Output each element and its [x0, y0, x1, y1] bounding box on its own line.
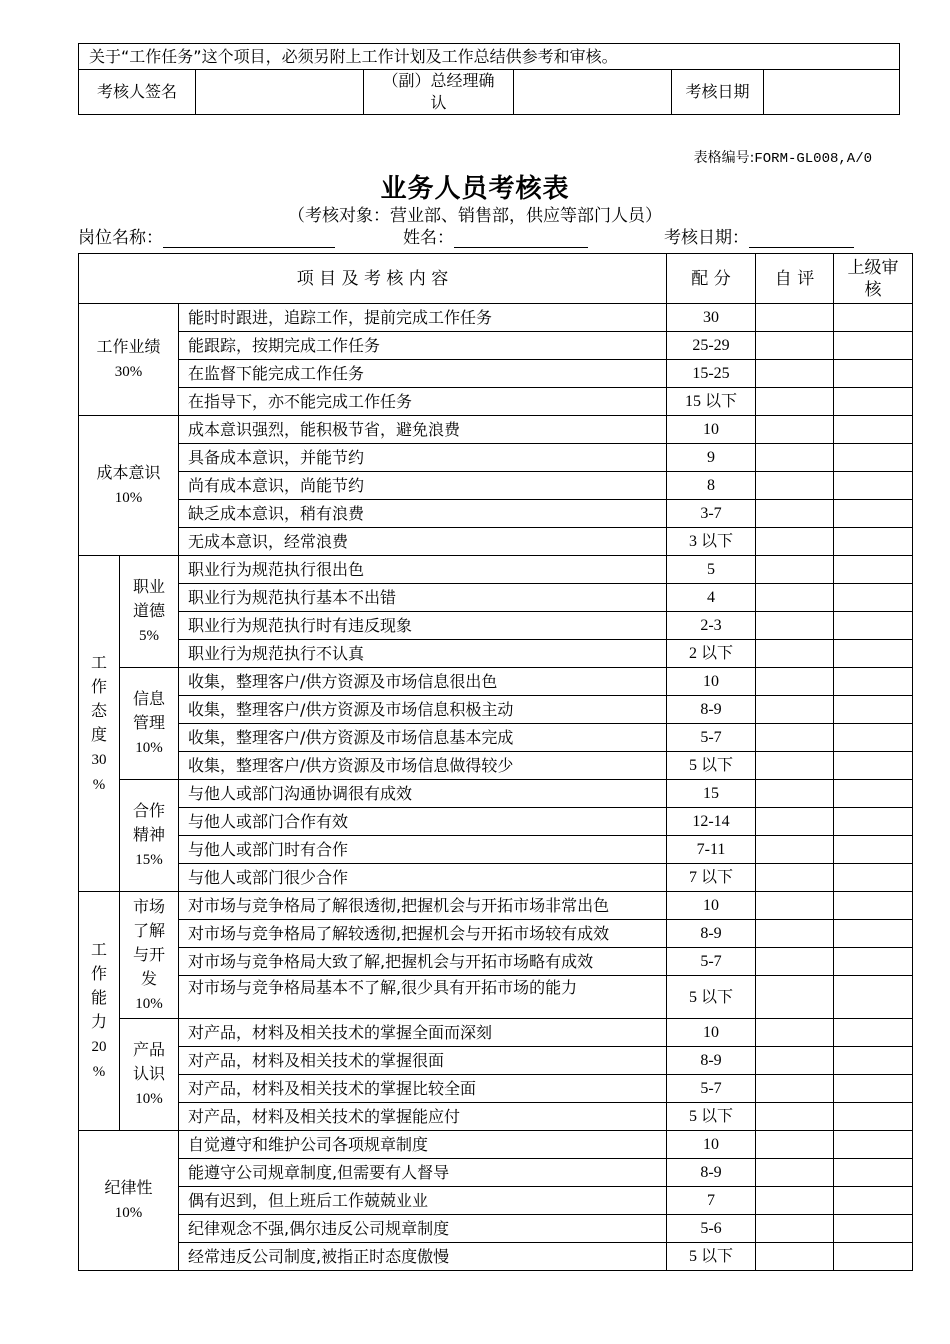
self-score-cell[interactable]	[756, 808, 834, 836]
confirmation-table	[78, 43, 900, 115]
table-row	[79, 444, 913, 472]
table-row	[79, 1103, 913, 1131]
category-discipline: 纪律性 10%	[79, 1131, 179, 1271]
superior-score-cell[interactable]	[834, 836, 913, 864]
assessor-signature-field[interactable]	[196, 70, 364, 115]
criteria-description: 对市场与竞争格局了解很透彻,把握机会与开拓市场非常出色	[179, 892, 667, 920]
criteria-description: 职业行为规范执行基本不出错	[179, 584, 667, 612]
assessor-signature-label: 考核人签名	[79, 70, 196, 115]
subcategory-teamwork: 合作 精神 15%	[120, 780, 179, 892]
score-range: 3 以下	[667, 528, 756, 556]
subcategory-info-mgmt: 信息 管理 10%	[120, 668, 179, 780]
table-row	[79, 1215, 913, 1243]
score-range: 8-9	[667, 1159, 756, 1187]
category-cost: 成本意识 10%	[79, 416, 179, 556]
person-name-field[interactable]: 姓名：	[403, 223, 588, 248]
post-name-field[interactable]: 岗位名称：	[78, 223, 335, 248]
score-range: 10	[667, 1019, 756, 1047]
review-date-field[interactable]: 考核日期：	[664, 223, 854, 248]
score-range: 5 以下	[667, 1243, 756, 1271]
self-score-cell[interactable]	[756, 780, 834, 808]
superior-score-cell[interactable]	[834, 304, 913, 332]
self-score-cell[interactable]	[756, 1187, 834, 1215]
header-score: 配 分	[667, 254, 756, 304]
superior-score-cell[interactable]	[834, 388, 913, 416]
criteria-description: 缺乏成本意识，稍有浪费	[179, 500, 667, 528]
table-row	[79, 528, 913, 556]
score-range: 12-14	[667, 808, 756, 836]
superior-score-cell[interactable]	[834, 444, 913, 472]
superior-score-cell[interactable]	[834, 360, 913, 388]
score-range: 2-3	[667, 612, 756, 640]
criteria-description: 与他人或部门合作有效	[179, 808, 667, 836]
table-row	[79, 472, 913, 500]
table-row	[79, 920, 913, 948]
table-row	[79, 696, 913, 724]
self-score-cell[interactable]	[756, 360, 834, 388]
table-row	[79, 1075, 913, 1103]
criteria-description: 对产品，材料及相关技术的掌握能应付	[179, 1103, 667, 1131]
superior-score-cell[interactable]	[834, 1075, 913, 1103]
score-range: 10	[667, 668, 756, 696]
table-row	[79, 612, 913, 640]
superior-score-cell[interactable]	[834, 1243, 913, 1271]
criteria-description: 自觉遵守和维护公司各项规章制度	[179, 1131, 667, 1159]
page-subtitle: （考核对象：营业部、销售部，供应等部门人员）	[288, 206, 662, 226]
self-score-cell[interactable]	[756, 696, 834, 724]
score-range: 10	[667, 1131, 756, 1159]
self-score-cell[interactable]	[756, 388, 834, 416]
criteria-description: 对市场与竞争格局了解较透彻,把握机会与开拓市场较有成效	[179, 920, 667, 948]
criteria-description: 收集，整理客户/供方资源及市场信息基本完成	[179, 724, 667, 752]
criteria-description: 收集，整理客户/供方资源及市场信息很出色	[179, 668, 667, 696]
gm-confirm-field[interactable]	[514, 70, 672, 115]
subcategory-product: 产品 认识 10%	[120, 1019, 179, 1131]
assessment-date-field[interactable]	[764, 70, 900, 115]
assessment-table	[78, 253, 913, 1271]
superior-score-cell[interactable]	[834, 556, 913, 584]
criteria-description: 能遵守公司规章制度,但需要有人督导	[179, 1159, 667, 1187]
superior-score-cell[interactable]	[834, 1159, 913, 1187]
criteria-description: 成本意识强烈，能积极节省，避免浪费	[179, 416, 667, 444]
self-score-cell[interactable]	[756, 444, 834, 472]
superior-score-cell[interactable]	[834, 416, 913, 444]
superior-score-cell[interactable]	[834, 528, 913, 556]
superior-score-cell[interactable]	[834, 1019, 913, 1047]
subcategory-ethics: 职业 道德 5%	[120, 556, 179, 668]
table-header	[79, 254, 913, 304]
table-row	[79, 976, 913, 1019]
self-score-cell[interactable]	[756, 556, 834, 584]
criteria-description: 能时时跟进，追踪工作，提前完成工作任务	[179, 304, 667, 332]
table-row	[79, 1047, 913, 1075]
score-range: 5-6	[667, 1215, 756, 1243]
page-title: 业务人员考核表	[380, 174, 570, 204]
criteria-description: 职业行为规范执行很出色	[179, 556, 667, 584]
self-score-cell[interactable]	[756, 668, 834, 696]
criteria-description: 收集，整理客户/供方资源及市场信息积极主动	[179, 696, 667, 724]
table-row	[79, 1243, 913, 1271]
superior-score-cell[interactable]	[834, 1187, 913, 1215]
header-item: 项 目 及 考 核 内 容	[79, 254, 667, 304]
superior-score-cell[interactable]	[834, 724, 913, 752]
self-score-cell[interactable]	[756, 1075, 834, 1103]
score-range: 5 以下	[667, 1103, 756, 1131]
info-row	[78, 223, 899, 248]
criteria-description: 纪律观念不强,偶尔违反公司规章制度	[179, 1215, 667, 1243]
superior-score-cell[interactable]	[834, 472, 913, 500]
self-score-cell[interactable]	[756, 612, 834, 640]
criteria-description: 收集，整理客户/供方资源及市场信息做得较少	[179, 752, 667, 780]
self-score-cell[interactable]	[756, 528, 834, 556]
criteria-description: 对产品，材料及相关技术的掌握全面而深刻	[179, 1019, 667, 1047]
table-row	[79, 668, 913, 696]
table-row	[79, 808, 913, 836]
gm-confirm-label: （副）总经理确 认	[364, 70, 514, 115]
table-row	[79, 724, 913, 752]
self-score-cell[interactable]	[756, 1215, 834, 1243]
category-attitude: 工 作 态 度 30 %	[79, 556, 120, 892]
header-superior: 上级审 核	[834, 254, 913, 304]
superior-score-cell[interactable]	[834, 1215, 913, 1243]
table-row	[79, 416, 913, 444]
form-number: 表格编号:FORM-GL008,A/0	[693, 150, 872, 167]
self-score-cell[interactable]	[756, 920, 834, 948]
category-ability: 工 作 能 力 20 %	[79, 892, 120, 1131]
superior-score-cell[interactable]	[834, 864, 913, 892]
table-row	[79, 752, 913, 780]
table-row	[79, 332, 913, 360]
self-score-cell[interactable]	[756, 976, 834, 1019]
score-range: 5-7	[667, 1075, 756, 1103]
superior-score-cell[interactable]	[834, 780, 913, 808]
score-range: 8-9	[667, 920, 756, 948]
superior-score-cell[interactable]	[834, 920, 913, 948]
score-range: 5-7	[667, 948, 756, 976]
criteria-description: 在指导下，亦不能完成工作任务	[179, 388, 667, 416]
criteria-description: 对市场与竞争格局基本不了解,很少具有开拓市场的能力	[179, 976, 667, 1019]
score-range: 5 以下	[667, 752, 756, 780]
score-range: 25-29	[667, 332, 756, 360]
criteria-description: 对市场与竞争格局大致了解,把握机会与开拓市场略有成效	[179, 948, 667, 976]
table-row	[79, 304, 913, 332]
table-row	[79, 780, 913, 808]
table-row	[79, 892, 913, 920]
self-score-cell[interactable]	[756, 332, 834, 360]
criteria-description: 与他人或部门很少合作	[179, 864, 667, 892]
table-row	[79, 640, 913, 668]
criteria-description: 与他人或部门时有合作	[179, 836, 667, 864]
criteria-description: 无成本意识，经常浪费	[179, 528, 667, 556]
superior-score-cell[interactable]	[834, 1131, 913, 1159]
self-score-cell[interactable]	[756, 1243, 834, 1271]
superior-score-cell[interactable]	[834, 1047, 913, 1075]
assessment-date-label: 考核日期	[672, 70, 764, 115]
table-row	[79, 1131, 913, 1159]
score-range: 7	[667, 1187, 756, 1215]
superior-score-cell[interactable]	[834, 752, 913, 780]
criteria-description: 职业行为规范执行不认真	[179, 640, 667, 668]
score-range: 10	[667, 892, 756, 920]
table-row	[79, 948, 913, 976]
attachment-note: 关于“工作任务”这个项目，必须另附上工作计划及工作总结供参考和审核。	[79, 44, 900, 70]
criteria-description: 职业行为规范执行时有违反现象	[179, 612, 667, 640]
self-score-cell[interactable]	[756, 864, 834, 892]
self-score-cell[interactable]	[756, 752, 834, 780]
score-range: 3-7	[667, 500, 756, 528]
self-score-cell[interactable]	[756, 416, 834, 444]
criteria-description: 具备成本意识，并能节约	[179, 444, 667, 472]
self-score-cell[interactable]	[756, 1019, 834, 1047]
table-row	[79, 556, 913, 584]
criteria-description: 偶有迟到，但上班后工作兢兢业业	[179, 1187, 667, 1215]
superior-score-cell[interactable]	[834, 948, 913, 976]
self-score-cell[interactable]	[756, 500, 834, 528]
self-score-cell[interactable]	[756, 304, 834, 332]
category-performance: 工作业绩 30%	[79, 304, 179, 416]
criteria-description: 能跟踪，按期完成工作任务	[179, 332, 667, 360]
self-score-cell[interactable]	[756, 1131, 834, 1159]
table-row	[79, 1159, 913, 1187]
score-range: 2 以下	[667, 640, 756, 668]
criteria-description: 在监督下能完成工作任务	[179, 360, 667, 388]
superior-score-cell[interactable]	[834, 808, 913, 836]
score-range: 5	[667, 556, 756, 584]
superior-score-cell[interactable]	[834, 668, 913, 696]
self-score-cell[interactable]	[756, 1103, 834, 1131]
score-range: 9	[667, 444, 756, 472]
self-score-cell[interactable]	[756, 724, 834, 752]
score-range: 8-9	[667, 1047, 756, 1075]
score-range: 5-7	[667, 724, 756, 752]
superior-score-cell[interactable]	[834, 332, 913, 360]
score-range: 10	[667, 416, 756, 444]
score-range: 30	[667, 304, 756, 332]
superior-score-cell[interactable]	[834, 612, 913, 640]
criteria-description: 与他人或部门沟通协调很有成效	[179, 780, 667, 808]
subcategory-market: 市场 了解 与开 发 10%	[120, 892, 179, 1019]
superior-score-cell[interactable]	[834, 1103, 913, 1131]
criteria-description: 对产品，材料及相关技术的掌握比较全面	[179, 1075, 667, 1103]
table-row	[79, 1187, 913, 1215]
criteria-description: 对产品，材料及相关技术的掌握很面	[179, 1047, 667, 1075]
table-row	[79, 1019, 913, 1047]
score-range: 4	[667, 584, 756, 612]
superior-score-cell[interactable]	[834, 500, 913, 528]
superior-score-cell[interactable]	[834, 584, 913, 612]
table-row	[79, 584, 913, 612]
self-score-cell[interactable]	[756, 584, 834, 612]
header-self: 自 评	[756, 254, 834, 304]
score-range: 15 以下	[667, 388, 756, 416]
criteria-description: 尚有成本意识，尚能节约	[179, 472, 667, 500]
self-score-cell[interactable]	[756, 640, 834, 668]
score-range: 15	[667, 780, 756, 808]
table-row	[79, 864, 913, 892]
table-row	[79, 836, 913, 864]
score-range: 5 以下	[667, 976, 756, 1019]
score-range: 15-25	[667, 360, 756, 388]
criteria-description: 经常违反公司制度,被指正时态度傲慢	[179, 1243, 667, 1271]
self-score-cell[interactable]	[756, 836, 834, 864]
self-score-cell[interactable]	[756, 472, 834, 500]
superior-score-cell[interactable]	[834, 892, 913, 920]
score-range: 7 以下	[667, 864, 756, 892]
score-range: 8	[667, 472, 756, 500]
score-range: 7-11	[667, 836, 756, 864]
self-score-cell[interactable]	[756, 1047, 834, 1075]
table-row	[79, 500, 913, 528]
self-score-cell[interactable]	[756, 948, 834, 976]
superior-score-cell[interactable]	[834, 640, 913, 668]
table-row	[79, 388, 913, 416]
table-row	[79, 360, 913, 388]
score-range: 8-9	[667, 696, 756, 724]
superior-score-cell[interactable]	[834, 696, 913, 724]
superior-score-cell[interactable]	[834, 976, 913, 1019]
self-score-cell[interactable]	[756, 1159, 834, 1187]
self-score-cell[interactable]	[756, 892, 834, 920]
